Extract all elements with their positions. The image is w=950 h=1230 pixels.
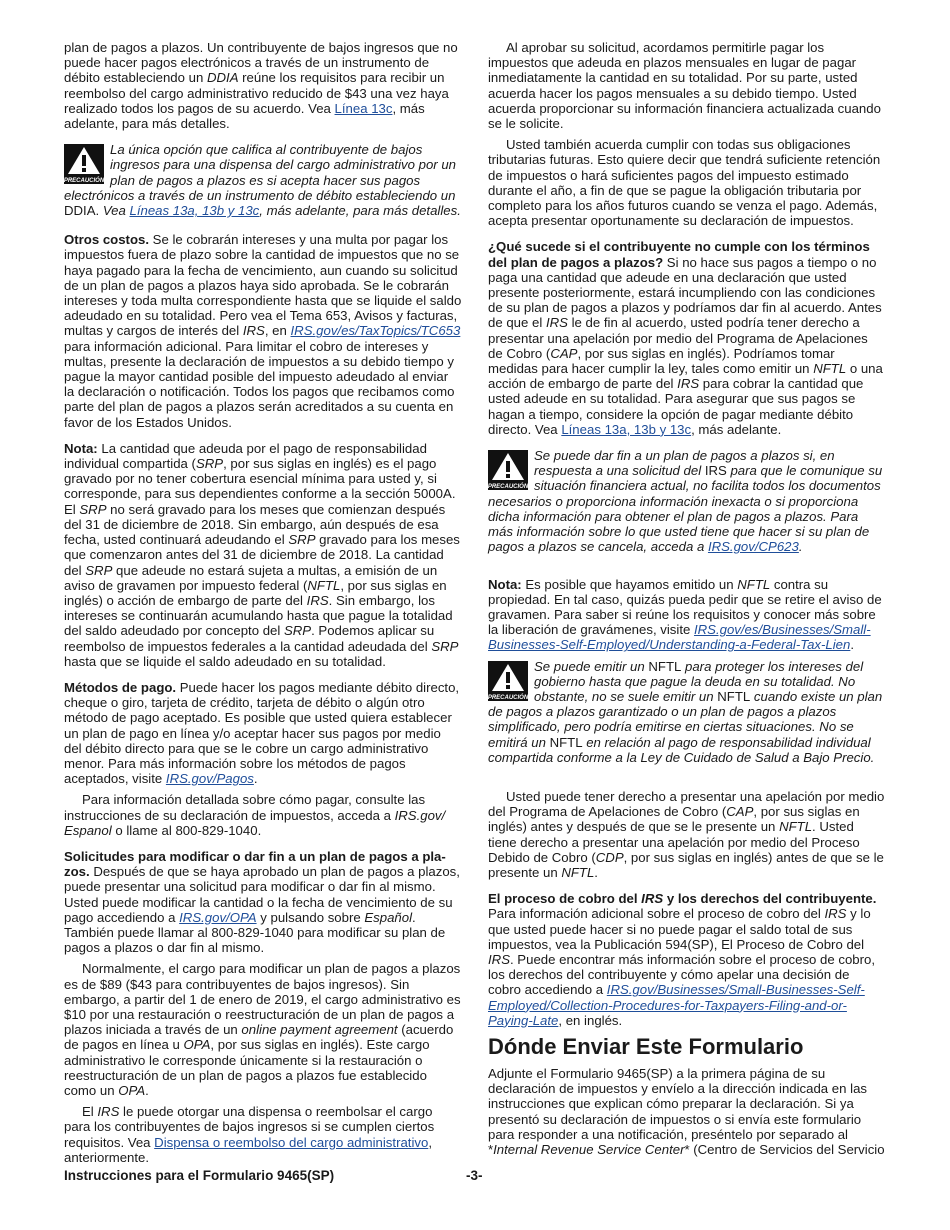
- link-dispensa[interactable]: Dispensa o reembolso del cargo administrativo: [154, 1134, 429, 1150]
- left-column: [64, 40, 462, 1171]
- caution-icon: [64, 144, 104, 184]
- dispensa-paragraph: El IRS le puede otorgar una dispensa o reembolsar el cargo para los contribuyentes de bajos ingresos si se cumplen ciertos requisitos. Vea Dispensa o reembolso del cargo administrativo, anteriormente.: [64, 1104, 435, 1165]
- metodos-pago-paragraph: Métodos de pago. Puede hacer los pagos mediante débito directo, cheque o giro, tarjeta de crédito, tarjeta de débito o algún otro método de pago aceptado. Es posible que usted quiera establecer un plan de pago en línea y/o aceptar hacer sus pagos por medio del débito directo para que se le cobre un cargo administrativo menor. Para más información sobre los métodos de pagos aceptados, visite IRS.gov/Pagos.: [64, 679, 460, 787]
- section-heading: Dónde Enviar Este Formulario: [488, 1033, 804, 1059]
- link-linea-13c[interactable]: Línea 13c: [334, 100, 393, 116]
- incumplimiento-paragraph: ¿Qué sucede si el contribuyente no cumple con los términos del plan de pagos a plazos? Si no hace sus pagos a tiempo o no paga una cantidad que adeude en una declaración que usted presente posteriormente, estará incumpliendo con las condiciones de su plan de pagos a plazos y podríamos dar fin al acuerdo. Antes de que el IRS le de fin al acuerdo, usted podría tener derecho a presentar una apelación por medio del Programa de Apelaciones de Cobro (CAP, por sus siglas en inglés). Podríamos tomar medidas para hacer cumplir la ley, tales como emitir un NFTL o una acción de embargo de parte del IRS para cobrar la cantidad que usted adeude en su totalidad. Para asegurar que sus pagos se hagan a tiempo, considere la opción de pagar mediante débito directo. Vea Líneas 13a, 13b y 13c, más adelante.: [488, 239, 883, 437]
- link-lineas-13[interactable]: Líneas 13a, 13b y 13c: [129, 203, 260, 219]
- caution-box-1: PRECAUCIÓN La única opción que califica al contribuyente de bajos ingresos para una dispensa del cargo administrativo por un plan de pagos a plazos es si acepta hacer sus pagos electrónicos a través de un instrumento de débito estableciendo un DDIA. Vea Líneas 13a, 13b y 13c, más adelante, para más detalles.: [64, 142, 461, 219]
- page-number: -3-: [466, 1168, 483, 1183]
- link-tax-lien[interactable]: IRS.gov/es/Businesses/Small-Businesses-Self-Employed/Understanding-a-Federal-Tax-Lien: [488, 622, 871, 653]
- intro-paragraph: plan de pagos a plazos. Un contribuyente de bajos ingresos que no puede hacer pagos electrónicos a través de un instrumento de débito estableciendo un DDIA reúne los requisitos para recibir un reembolso del cargo administrativo reducido de $43 una vez haya realizado todos los pagos de su acuerdo. Vea Línea 13c, más adelante, para más detalles.: [64, 40, 458, 132]
- link-opa[interactable]: IRS.gov/OPA: [179, 909, 257, 925]
- footer-title: Instrucciones para el Formulario 9465(SP): [64, 1168, 335, 1183]
- link-tc653[interactable]: IRS.gov/es/TaxTopics/TC653: [290, 323, 461, 339]
- nota-srp-paragraph: Nota: La cantidad que adeuda por el pago de responsabilidad individual compartida (SRP, por sus siglas en inglés) es el pago gravado por no tener cobertura esencial mínima para usted y, si corresponde, para sus dependientes conforme a la sección 5000A. El SRP no será gravado para los meses que comienzan después del 31 de diciembre de 2018. Sin embargo, aún después de esa fecha, usted continuará adeudando el SRP gravado para los meses que comenzaron antes del 31 de diciembre de 2018. La cantidad del SRP que adeude no estará sujeta a multas, a emisión de un aviso de gravamen por impuesto federal (NFTL, por sus siglas en inglés) o acción de embargo de parte del IRS. Sin embargo, los intereses se continuarán acumulando hasta que pague la totalidad del saldo adeudado por concepto del SRP. Podemos aplicar su reembolso de impuestos federales a la cantidad adeudada del SRP hasta que se liquide el saldo adeudado en su totalidad.: [64, 440, 460, 669]
- normalmente-paragraph: Normalmente, el cargo para modificar un plan de pagos a plazos es de $89 ($43 para contribuyentes de bajos ingresos). Sin embargo, a partir del 1 de enero de 2019, el cargo administrativo es $10 por una restauración o reestructuración de un plan de pagos a plazos iniciada a través de un online payment agreement (acuerdo de pagos en línea u OPA, por sus siglas en inglés). Este cargo administrativo le corresponde únicamente si la restauración o reestructuración de un plan de pagos a plazos fue establecido como un OPA.: [64, 961, 461, 1098]
- page-footer: [64, 1168, 886, 1186]
- aprobar-paragraph: Al aprobar su solicitud, acordamos permitirle pagar los impuestos que adeuda en plazos mensuales en lugar de pagar inmediatamente la cantidad en su totalidad. Por su parte, usted acuerda hacer los pagos mensuales a su debido tiempo. Usted acuerda proporcionar su información financiera actualizada cuando se le solicite.: [488, 40, 881, 132]
- caution-box-3: PRECAUCIÓN Se puede emitir un NFTL para proteger los intereses del gobierno hasta que pague la deuda en su totalidad. No obstante, no se suele emitir un NFTL cuando existe un plan de pagos a plazos garantizado o un plan de pagos a plazos simplificado, pero podría emitirse en ciertas situaciones. No se emitirá un NFTL en relación al pago de responsabilidad individual compartida conforme a la Ley de Cuidado de Salud a Bajo Precio.: [488, 658, 883, 765]
- nota-nftl-paragraph: Nota: Es posible que hayamos emitido un NFTL contra su propiedad. En tal caso, quizás pueda pedir que se retire el aviso de gravamen. Para saber si reúne los requisitos y conocer más sobre la liberación de gravámenes, visite IRS.gov/es/Businesses/Small-Businesses-Self-Employed/Understanding-a-Federal-Tax-Lien.: [488, 576, 882, 653]
- link-cp623[interactable]: IRS.gov/CP623: [707, 539, 799, 555]
- donde-paragraph: Adjunte el Formulario 9465(SP) a la primera página de su declaración de impuestos y envíelo a la dirección indicada en las instrucciones que explican cómo preparar la declaración. Si ya presentó su declaración de impuestos o si envía este formulario para responder a una notificación, preséntelo por separado al *Internal Revenue Service Center* (Centro de Servicios del Servicio: [488, 1065, 885, 1157]
- tambien-paragraph: Usted también acuerda cumplir con todas sus obligaciones tributarias futuras. Esto quiere decir que tendrá suficiente retención de impuestos o hará suficientes pagos del impuesto estimado durante el año, a fin de que se pague la obligación tributaria por completo para los años futuros cuando se venza el pago. Además, acepta presentar oportunamente su declaración de impuestos.: [488, 137, 881, 229]
- caution-icon: [488, 450, 528, 490]
- link-pagos[interactable]: IRS.gov/Pagos: [165, 771, 254, 787]
- link-lineas-13-b[interactable]: Líneas 13a, 13b y 13c: [561, 421, 692, 437]
- apelacion-paragraph: Usted puede tener derecho a presentar una apelación por medio del Programa de Apelaciones de Cobro (CAP, por sus siglas en inglés) antes y después de que se le presente un NFTL. Usted tiene derecho a presentar una apelación por medio del Proceso Debido de Cobro (CDP, por sus siglas en inglés) antes de que se le presente un NFTL.: [488, 788, 885, 880]
- otros-costos-paragraph: Otros costos. Se le cobrarán intereses y una multa por pagar los impuestos fuera de plazo sobre la cantidad de impuestos que no se haya pagado para la fecha de vencimiento, aun cuando su solicitud de un plan de pagos a plazos haya sido aprobada. Se le cobrarán intereses y toda multa correspondiente hasta que se liquide el saldo adeudado en su totalidad. Pero vea el Tema 653, Avisos y facturas, multas y cargos de interés del IRS, en IRS.gov/es/TaxTopics/TC653 para información adicional. Para limitar el cobro de intereses y multas, presente la declaración de impuestos a su debido tiempo y pague la mayor cantidad posible del impuesto adeudado al enviar la declaración o notificación. Todos los pagos que recibamos como parte del plan de pagos a plazos serán acreditados a su cuenta en favor de los Estados Unidos.: [64, 232, 462, 430]
- caution-icon: [488, 661, 528, 701]
- svg-text:PRECAUCIÓN: PRECAUCIÓN: [488, 484, 528, 491]
- solicitudes-paragraph: Solicitudes para modificar o dar fin a un plan de pagos a pla-zos. Después de que se haya aprobado un plan de pagos a plazos, puede presentar una solicitud para modificar o dar fin al mismo. Usted puede modificar la cantidad o la fecha de vencimiento de su pago accediendo a IRS.gov/OPA y pulsando sobre Español. También puede llamar al 800-829-1040 para modificar su plan de pagos a plazos o dar fin al mismo.: [64, 848, 460, 956]
- svg-text:PRECAUCIÓN: PRECAUCIÓN: [488, 694, 528, 701]
- proceso-cobro-paragraph: El proceso de cobro del IRS y los derechos del contribuyente. Para información adicional sobre el proceso de cobro del IRS y lo que usted puede hacer si no puede pagar el saldo total de sus impuestos, vea la Publicación 594(SP), El Proceso de Cobro del IRS. Puede encontrar más información sobre el proceso de cobro, los derechos del contribuyente y cómo apelar una decisión de cobro accediendo a IRS.gov/Businesses/Small-Businesses-Self-Employed/Collection-Procedures-for-Taxpayers-Filing-and-or-Paying-Late, en inglés.: [488, 891, 877, 1028]
- caution-box-2: PRECAUCIÓN Se puede dar fin a un plan de pagos a plazos si, en respuesta a una solicitud del IRS para que le comunique su situación financiera actual, no facilita todos los documentos necesarios o proporciona información inexacta o si proporciona dicha información para obtener el plan de pagos a plazos. Para más información sobre lo que usted tiene que hacer si su plan de pagos a plazos se cancela, acceda a IRS.gov/CP623.: [488, 448, 883, 555]
- svg-text:PRECAUCIÓN: PRECAUCIÓN: [64, 178, 104, 185]
- info-paragraph: Para información detallada sobre cómo pagar, consulte las instrucciones de su declaración de impuestos, acceda a IRS.gov/ Espanol o llame al 800-829-1040.: [64, 792, 446, 838]
- right-column: [488, 40, 886, 1168]
- link-collection-procedures[interactable]: IRS.gov/Businesses/Small-Businesses-Self-Employed/Collection-Procedures-for-Taxpayers-Filing-and-or-Paying-Late: [488, 982, 865, 1028]
